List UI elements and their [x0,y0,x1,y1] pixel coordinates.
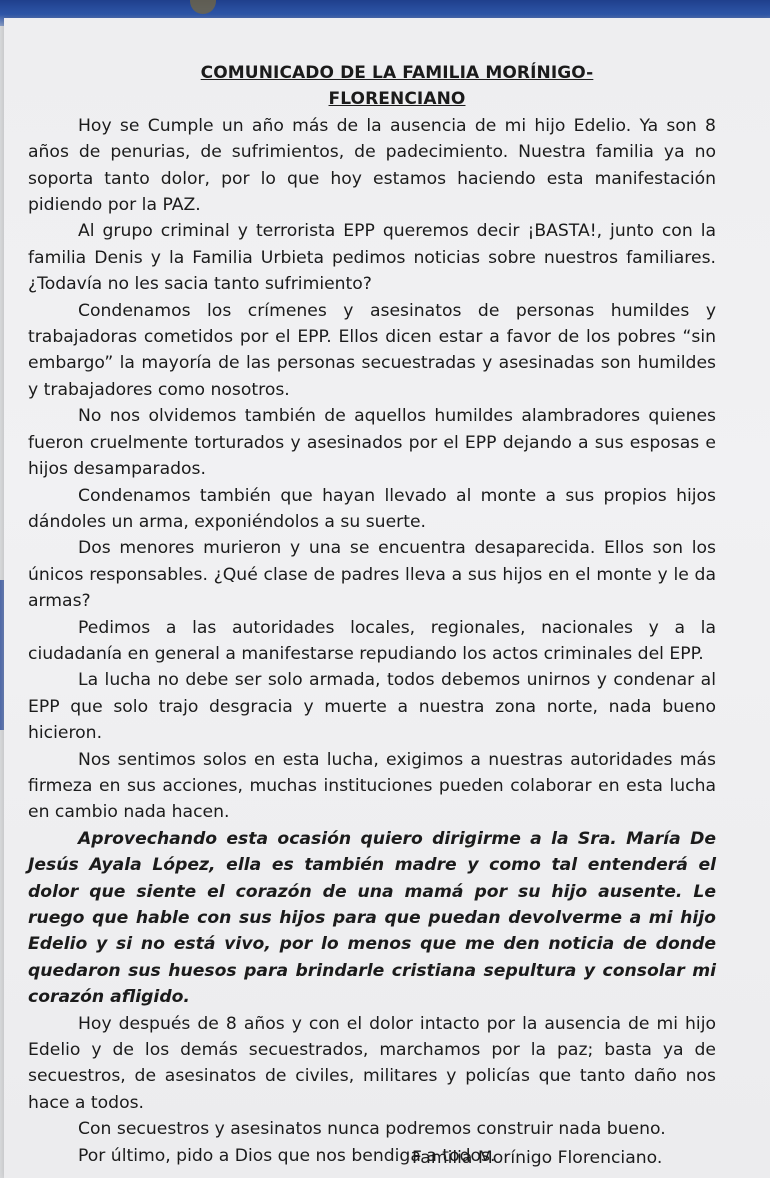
paragraph-unite: La lucha no debe ser solo armada, todos debemos unirnos y condenar al EPP que solo trajo desgracia y muerte a nuestra zona norte, nada bueno hicieron. [28,670,716,744]
paragraph-nothing-good: Con secuestros y asesinatos nunca podremos construir nada bueno. [78,1119,666,1140]
paragraph-condemn-children: Condenamos también que hayan llevado al monte a sus propios hijos dándoles un arma, exponiéndolos a su suerte. [28,485,716,532]
paragraph-basta: Al grupo criminal y terrorista EPP queremos decir ¡BASTA!, junto con la familia Denis y la Familia Urbieta pedimos noticias sobre nuestros familiares. ¿Todavía no les sacia tanto sufrimiento? [28,221,716,295]
signature: Familia Morínigo Florenciano. [412,1148,663,1168]
paragraph-appeal: Aprovechando esta ocasión quiero dirigirme a la Sra. María De Jesús Ayala López, ella es también madre y como tal entenderá el dolor que siente el corazón de una mamá por su hijo ausente. Le ruego que hable con sus hijos para que puedan devolverme a mi hijo Edelio y si no está vivo, por lo menos que me den noticia de donde quedaron sus huesos para brindarle cristiana sepultura y consolar mi corazón afligido. [28,828,716,1008]
banner-ornament [190,0,216,14]
document-title: COMUNICADO DE LA FAMILIA MORÍNIGO- FLORENCIANO [200,63,594,110]
paragraph-alone: Nos sentimos solos en esta lucha, exigimos a nuestras autoridades más firmeza en sus acciones, muchas instituciones pueden colaborar en esta lucha en cambio nada hacen. [28,749,716,823]
paragraph-authorities: Pedimos a las autoridades locales, regionales, nacionales y a la ciudadanía en general a manifestarse repudiando los actos criminales del EPP. [28,617,716,664]
paragraph-blessing: Por último, pido a Dios que nos bendiga a todos. [78,1145,496,1166]
paragraph-minors: Dos menores murieron y una se encuentra desaparecida. Ellos son los únicos responsables. ¿Qué clase de padres lleva a sus hijos en el monte y le da armas? [28,538,716,612]
paragraph-anniversary: Hoy se Cumple un año más de la ausencia de mi hijo Edelio. Ya son 8 años de penurias, de sufrimientos, de padecimiento. Nuestra familia ya no soporta tanto dolor, por lo que hoy estamos haciendo esta manifestación pidiendo por la PAZ. [28,115,716,216]
paragraph-alambradores: No nos olvidemos también de aquellos humildes alambradores quienes fueron cruelmente torturados y asesinados por el EPP dejando a sus esposas e hijos desamparados. [28,406,716,480]
paragraph-condemn-crimes: Condenamos los crímenes y asesinatos de personas humildes y trabajadoras cometidos por el EPP. Ellos dicen estar a favor de los pobres “sin embargo” la mayoría de las personas secuestradas y asesinadas son humildes y trabajadores como nosotros. [28,300,716,400]
paragraph-march: Hoy después de 8 años y con el dolor intacto por la ausencia de mi hijo Edelio y de los demás secuestrados, marchamos por la paz; basta ya de secuestros, de asesinatos de civiles, militares y policías que tanto daño nos hace a todos. [28,1013,716,1113]
communique-document [28,60,716,1169]
